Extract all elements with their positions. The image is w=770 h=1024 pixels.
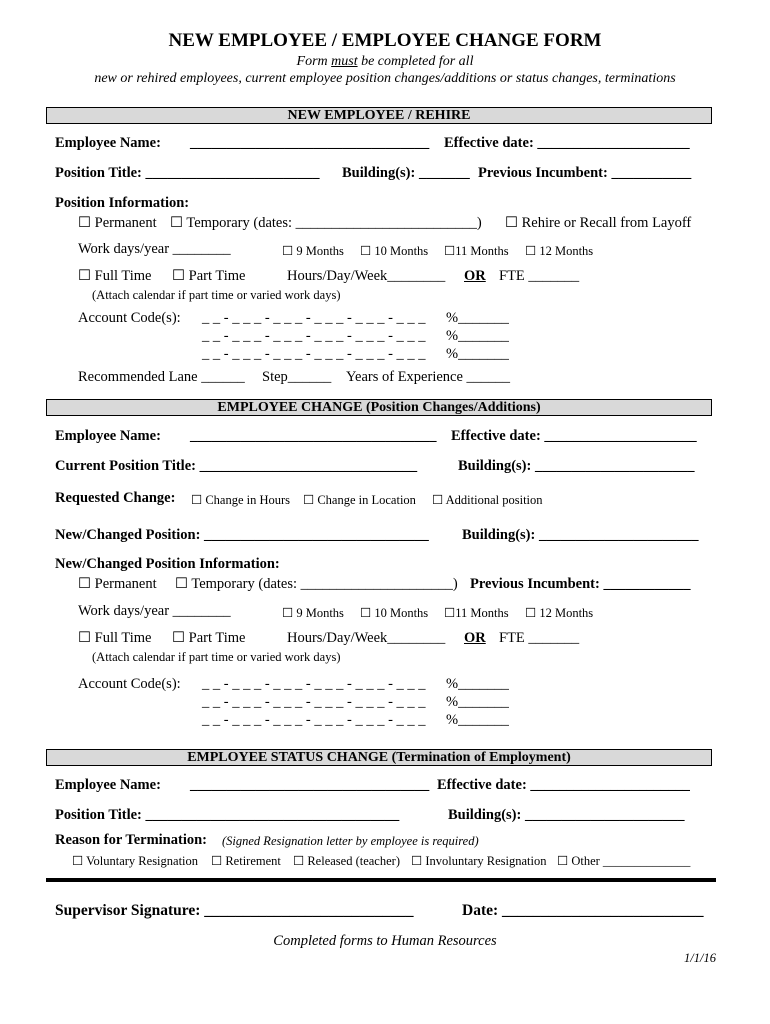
s2-account-code-1[interactable]: _ _ - _ _ _ - _ _ _ - _ _ _ - _ _ _ - _ _ _ [202,676,426,692]
s2-previous-incumbent-field[interactable]: Previous Incumbent: ____________ [470,576,691,592]
s2-account-code-2[interactable]: _ _ - _ _ _ - _ _ _ - _ _ _ - _ _ _ - _ _ _ [202,694,426,710]
s2-full-time-checkbox[interactable]: ☐ Full Time [78,630,152,646]
s1-or-label: OR [464,268,486,284]
subtitle-text-end: be completed for all [357,54,474,69]
date-field[interactable]: Date: __________________________ [462,902,704,919]
form-subtitle-line1 [0,54,770,70]
s1-percent-1[interactable]: %_______ [446,310,509,326]
s1-account-code-2[interactable]: _ _ - _ _ _ - _ _ _ - _ _ _ - _ _ _ - _ _ _ [202,328,426,344]
s1-position-info-label: Position Information: [55,195,190,211]
s1-previous-incumbent-field[interactable]: Previous Incumbent: ___________ [478,165,692,181]
s1-effective-date-field[interactable]: Effective date: _____________________ [444,135,690,151]
s2-account-code-3[interactable]: _ _ - _ _ _ - _ _ _ - _ _ _ - _ _ _ - _ _ _ [202,712,426,728]
s1-full-time-checkbox[interactable]: ☐ Full Time [78,268,152,284]
s1-position-title-field[interactable]: Position Title: ________________________ [55,165,320,181]
s1-hours-field[interactable]: Hours/Day/Week________ [287,268,446,284]
s3-position-title-field[interactable]: Position Title: ___________________________________ [55,807,400,823]
completed-forms-note: Completed forms to Human Resources [273,933,497,949]
form-title: NEW EMPLOYEE / EMPLOYEE CHANGE FORM [168,30,602,51]
s3-effective-date-field[interactable]: Effective date: ______________________ [437,777,690,793]
s1-11-months-checkbox[interactable]: ☐11 Months [444,244,509,258]
s2-percent-1[interactable]: %_______ [446,676,509,692]
s1-permanent-checkbox[interactable]: ☐ Permanent [78,215,157,231]
form-version: 1/1/16 [684,951,716,965]
s2-new-position-info-label: New/Changed Position Information: [55,556,280,572]
section-divider [46,878,716,882]
s3-employee-name-label: Employee Name: [55,777,161,793]
supervisor-signature-field[interactable]: Supervisor Signature: ___________________________ [55,902,414,919]
s3-retirement-checkbox[interactable]: ☐ Retirement [211,854,281,868]
s3-reason-note: (Signed Resignation letter by employee is required) [222,834,479,848]
s2-part-time-checkbox[interactable]: ☐ Part Time [172,630,246,646]
s1-account-code-label: Account Code(s): [78,310,181,326]
s1-rehire-checkbox[interactable]: ☐ Rehire or Recall from Layoff [505,215,692,231]
s2-building2-field[interactable]: Building(s): ______________________ [462,527,699,543]
s3-building-field[interactable]: Building(s): ______________________ [448,807,685,823]
s3-released-checkbox[interactable]: ☐ Released (teacher) [293,854,400,868]
s1-attach-note: (Attach calendar if part time or varied work days) [92,288,341,302]
s2-10-months-checkbox[interactable]: ☐ 10 Months [360,606,429,620]
s1-part-time-checkbox[interactable]: ☐ Part Time [172,268,246,284]
s2-employee-name-field[interactable]: __________________________________ [190,428,437,444]
s1-percent-3[interactable]: %_______ [446,346,509,362]
s2-fte-field[interactable]: FTE _______ [499,630,580,646]
s1-workdays-field[interactable]: Work days/year ________ [78,241,231,257]
s2-change-hours-checkbox[interactable]: ☐ Change in Hours [191,493,291,507]
s2-requested-change-label: Requested Change: [55,490,176,506]
s2-workdays-field[interactable]: Work days/year ________ [78,603,231,619]
s3-involuntary-checkbox[interactable]: ☐ Involuntary Resignation [411,854,547,868]
section-employee-change-header: EMPLOYEE CHANGE (Position Changes/Additions) [46,399,712,416]
s3-reason-label: Reason for Termination: [55,832,207,848]
s1-step-field[interactable]: Step______ [262,369,332,385]
s1-lane-field[interactable]: Recommended Lane ______ [78,369,245,385]
s2-effective-date-field[interactable]: Effective date: _____________________ [451,428,697,444]
s2-percent-3[interactable]: %_______ [446,712,509,728]
s1-account-code-3[interactable]: _ _ - _ _ _ - _ _ _ - _ _ _ - _ _ _ - _ _ _ [202,346,426,362]
s1-employee-name-label: Employee Name: [55,135,161,151]
s3-voluntary-checkbox[interactable]: ☐ Voluntary Resignation [72,854,199,868]
s2-9-months-checkbox[interactable]: ☐ 9 Months [282,606,344,620]
s2-additional-position-checkbox[interactable]: ☐ Additional position [432,493,543,507]
section-status-change-header: EMPLOYEE STATUS CHANGE (Termination of Employment) [46,749,712,766]
s2-new-position-field[interactable]: New/Changed Position: _______________________________ [55,527,429,543]
s2-temporary-checkbox[interactable]: ☐ Temporary (dates: _____________________) [175,576,458,592]
form-subtitle-line2: new or rehired employees, current employee position changes/additions or status changes, terminations [94,71,676,86]
section-new-employee-header: NEW EMPLOYEE / REHIRE [46,107,712,124]
s1-10-months-checkbox[interactable]: ☐ 10 Months [360,244,429,258]
s2-account-code-label: Account Code(s): [78,676,181,692]
s2-percent-2[interactable]: %_______ [446,694,509,710]
s2-12-months-checkbox[interactable]: ☐ 12 Months [525,606,594,620]
s1-percent-2[interactable]: %_______ [446,328,509,344]
s2-current-position-field[interactable]: Current Position Title: ______________________________ [55,458,418,474]
s2-building-field[interactable]: Building(s): ______________________ [458,458,695,474]
s2-attach-note: (Attach calendar if part time or varied work days) [92,650,341,664]
s1-account-code-1[interactable]: _ _ - _ _ _ - _ _ _ - _ _ _ - _ _ _ - _ _ _ [202,310,426,326]
s2-employee-name-label: Employee Name: [55,428,161,444]
s1-temporary-checkbox[interactable]: ☐ Temporary (dates: _________________________) [170,215,482,231]
subtitle-text: Form [296,54,332,69]
s1-9-months-checkbox[interactable]: ☐ 9 Months [282,244,344,258]
s3-employee-name-field[interactable]: _________________________________ [190,777,430,793]
s2-hours-field[interactable]: Hours/Day/Week________ [287,630,446,646]
s2-permanent-checkbox[interactable]: ☐ Permanent [78,576,157,592]
s1-12-months-checkbox[interactable]: ☐ 12 Months [525,244,594,258]
s2-11-months-checkbox[interactable]: ☐11 Months [444,606,509,620]
s1-building-field[interactable]: Building(s): _______ [342,165,470,181]
s1-years-field[interactable]: Years of Experience ______ [346,369,511,385]
s2-or-label: OR [464,630,486,646]
subtitle-emphasis: must [331,54,358,69]
s1-employee-name-field[interactable]: _________________________________ [190,135,430,151]
s3-other-checkbox[interactable]: ☐ Other ______________ [557,854,691,868]
s1-fte-field[interactable]: FTE _______ [499,268,580,284]
s2-change-location-checkbox[interactable]: ☐ Change in Location [303,493,416,507]
